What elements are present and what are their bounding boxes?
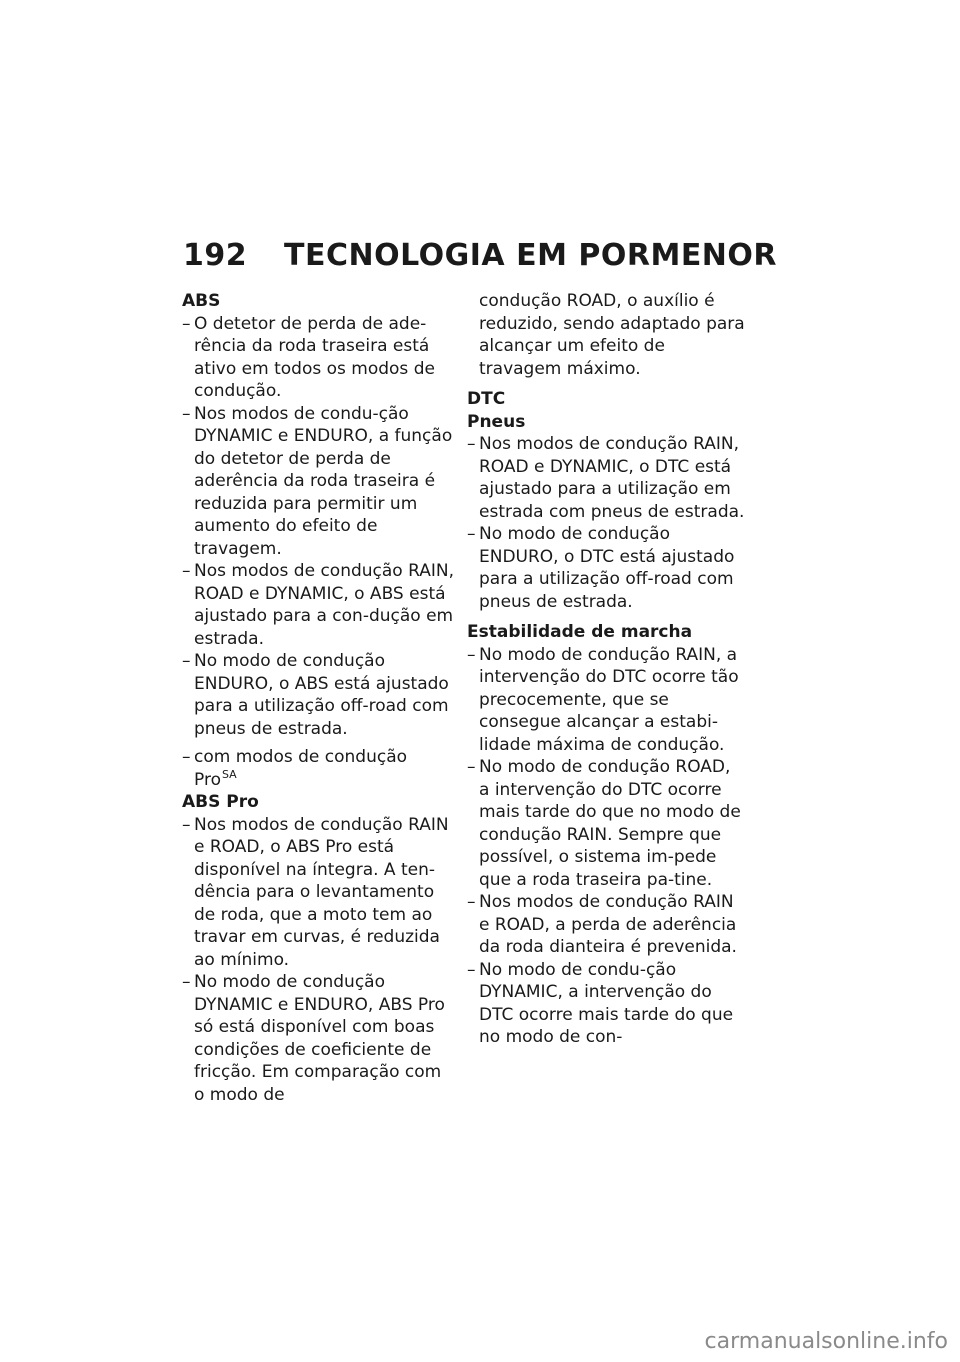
pro-item-text: com modos de condução Pro [194, 747, 408, 790]
right-column [467, 290, 745, 1049]
page-header [183, 238, 778, 278]
pro-list [182, 746, 454, 791]
list-item: – Nos modos de condução RAIN, ROAD e DYNAMIC, o DTC está ajustado para a utilização em estrada com pneus de estrada. [467, 433, 745, 523]
list-item: – No modo de condução DYNAMIC e ENDURO, ABS Pro só está disponível com boas condições de coeficiente de fricção. Em comparação com o modo de [182, 971, 454, 1106]
estabilidade-heading: Estabilidade de marcha [467, 622, 693, 642]
list-item: – Nos modos de condução RAIN, ROAD e DYNAMIC, o ABS está ajustado para a con-dução em estrada. [182, 560, 454, 650]
abs-pro-list [182, 814, 454, 1107]
page-number: 192 [183, 238, 248, 273]
list-item [182, 746, 454, 791]
dtc-heading: DTC [467, 389, 506, 409]
watermark: carmanualsonline.info [704, 1329, 948, 1354]
list-item: – O detetor de perda de ade-rência da roda traseira está ativo em todos os modos de condução. [182, 313, 454, 403]
abs-list [182, 313, 454, 741]
pneus-heading: Pneus [467, 411, 526, 432]
special-equipment-mark: SA [221, 767, 237, 781]
chapter-title: TECNOLOGIA EM PORMENOR [284, 238, 778, 273]
pneus-list [467, 433, 745, 613]
left-column [182, 290, 454, 1106]
list-item: – Nos modos de condu-ção DYNAMIC e ENDURO, a função do detetor de perda de aderência da roda traseira é reduzida para permitir um aumento do efeito de travagem. [182, 403, 454, 561]
list-item: – No modo de condução ENDURO, o ABS está ajustado para a utilização off-road com pneus de estrada. [182, 650, 454, 740]
list-item: – No modo de condu-ção DYNAMIC, a intervenção do DTC ocorre mais tarde do que no modo de con- [467, 959, 745, 1049]
abs-pro-heading: ABS Pro [182, 792, 259, 812]
estabilidade-list [467, 644, 745, 1049]
list-item: – No modo de condução RAIN, a intervenção do DTC ocorre tão precocemente, que se consegue alcançar a estabi-lidade máxima de condução. [467, 644, 745, 757]
abs-heading: ABS [182, 291, 221, 311]
list-item: – No modo de condução ROAD, a intervenção do DTC ocorre mais tarde do que no modo de condução RAIN. Sempre que possível, o sistema im-pede que a roda traseira pa-tine. [467, 756, 745, 891]
list-item: – Nos modos de condução RAIN e ROAD, o ABS Pro está disponível na íntegra. A ten-dência para o levantamento de roda, que a moto tem ao travar em curvas, é reduzida ao mínimo. [182, 814, 454, 972]
list-item: – No modo de condução ENDURO, o DTC está ajustado para a utilização off-road com pneus de estrada. [467, 523, 745, 613]
list-item: – Nos modos de condução RAIN e ROAD, a perda de aderência da roda dianteira é prevenida. [467, 891, 745, 959]
continuation-text: condução ROAD, o auxílio é reduzido, sendo adaptado para alcançar um efeito de travagem máximo. [479, 291, 745, 379]
